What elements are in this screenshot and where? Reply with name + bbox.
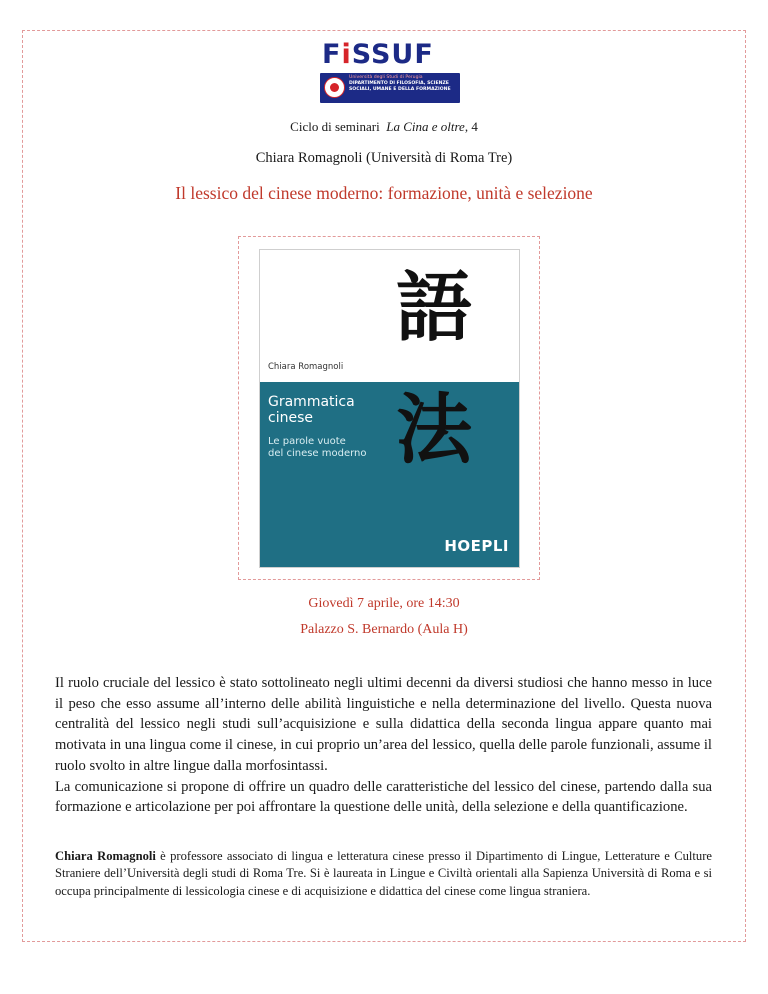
seminar-title: Il lessico del cinese moderno: formazione, unità e selezione [175,183,593,203]
bio-text: è professore associato di lingua e letteratura cinese presso il Dipartimento di Lingue, Letterature e Culture Straniere dell’Università degli studi di Roma Tre. Si è laureata in Lingue e Civiltà orientali alla Sapienza Università di Roma e si occupa principalmente di lessicologia cinese e di acquisizione e didattica del cinese come lingua straniera. [55,849,712,898]
series-number: , 4 [464,119,478,134]
logo-wordmark-f: F [322,39,342,70]
fissuf-logo [320,40,462,104]
university-seal-icon [324,77,345,98]
event-date-time: Giovedì 7 aprile, ore 14:30 [308,596,460,611]
cover-publisher: HOEPLI [444,537,509,555]
cover-book-title: Grammatica cinese [268,394,355,426]
speaker-bio [55,848,712,900]
abstract [55,673,712,818]
logo-wordmark-ssuf: SSUF [351,39,434,70]
cover-character-top: 語 [396,263,472,352]
abstract-paragraph-1: Il ruolo cruciale del lessico è stato sottolineato negli ultimi decenni da diversi studiosi che hanno messo in luce il peso che esso assume all’interno delle abilità linguistiche e nella determinazione del livello. Questa nuova centralità del lessico negli studi sull’acquisizione e sulla didattica della seconda lingua appare quanto mai motivata in una lingua come il cinese, in cui proprio un’area del lessico, quella delle parole funzionali, assume il ruolo svolto in altre lingue dalla morfosintassi. [55,675,712,774]
event-location: Palazzo S. Bernardo (Aula H) [300,622,468,637]
logo-band [320,73,460,103]
speaker: Chiara Romagnoli (Università di Roma Tre) [255,150,513,166]
cover-character-bottom: 法 [396,385,472,474]
logo-department: DIPARTIMENTO DI FILOSOFIA, SCIENZE SOCIALI, UMANE E DELLA FORMAZIONE [349,81,451,92]
abstract-paragraph-2: La comunicazione si propone di offrire un quadro delle caratteristiche del lessico del cinese, partendo dalla sua formazione e articolazione per poi affrontare la questione delle unità, della selezione e della quantificazione. [55,778,712,816]
logo-wordmark [322,40,434,70]
cover-author: Chiara Romagnoli [268,362,344,372]
series-prefix: Ciclo di seminari [290,119,380,134]
cover-subtitle: Le parole vuote del cinese moderno [268,436,367,459]
logo-university: Università degli Studi di Perugia [349,75,423,80]
seminar-series [0,119,768,135]
bio-name: Chiara Romagnoli [55,849,156,863]
logo-wordmark-i: i [341,39,352,70]
series-name: La Cina e oltre [386,119,465,134]
logo-band-text [349,75,458,93]
book-cover [259,249,520,568]
